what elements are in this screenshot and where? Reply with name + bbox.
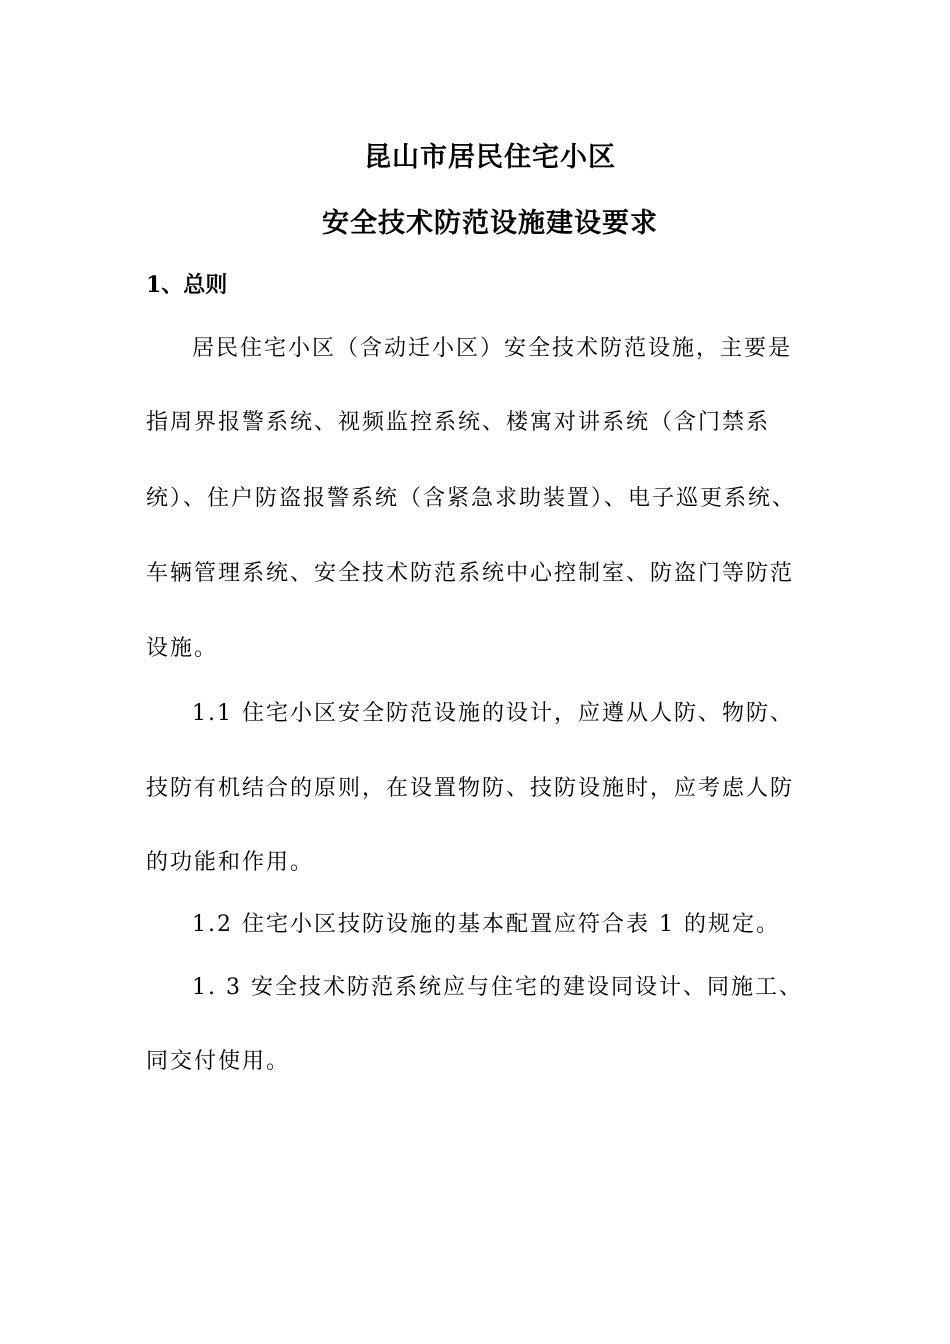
paragraph-line: 1. 3 安全技术防范系统应与住宅的建设同设计、同施工、 xyxy=(192,975,803,1000)
paragraph-line: 技防有机结合的原则，在设置物防、技防设施时，应考虑人防 xyxy=(146,776,795,801)
paragraph-line: 指周界报警系统、视频监控系统、楼寓对讲系统（含门禁系 xyxy=(146,410,771,435)
document-title-line-1: 昆山市居民住宅小区 xyxy=(364,142,616,173)
paragraph-line: 车辆管理系统、安全技术防范系统中心控制室、防盗门等防范 xyxy=(146,561,795,586)
paragraph-line: 同交付使用。 xyxy=(146,1049,291,1074)
section-heading: 1、总则 xyxy=(146,272,228,298)
paragraph-line: 设施。 xyxy=(146,636,219,661)
paragraph-line: 统）、住户防盗报警系统（含紧急求助装置）、电子巡更系统、 xyxy=(146,486,797,511)
paragraph-line: 1.2 住宅小区技防设施的基本配置应符合表 1 的规定。 xyxy=(192,912,780,937)
document-title-line-2: 安全技术防范设施建设要求 xyxy=(322,208,658,239)
paragraph-line: 居民住宅小区（含动迁小区）安全技术防范设施，主要是 xyxy=(192,336,793,361)
paragraph-line: 1.1 住宅小区安全防范设施的设计，应遵从人防、物防、 xyxy=(192,701,794,726)
paragraph-line: 的功能和作用。 xyxy=(146,850,315,875)
